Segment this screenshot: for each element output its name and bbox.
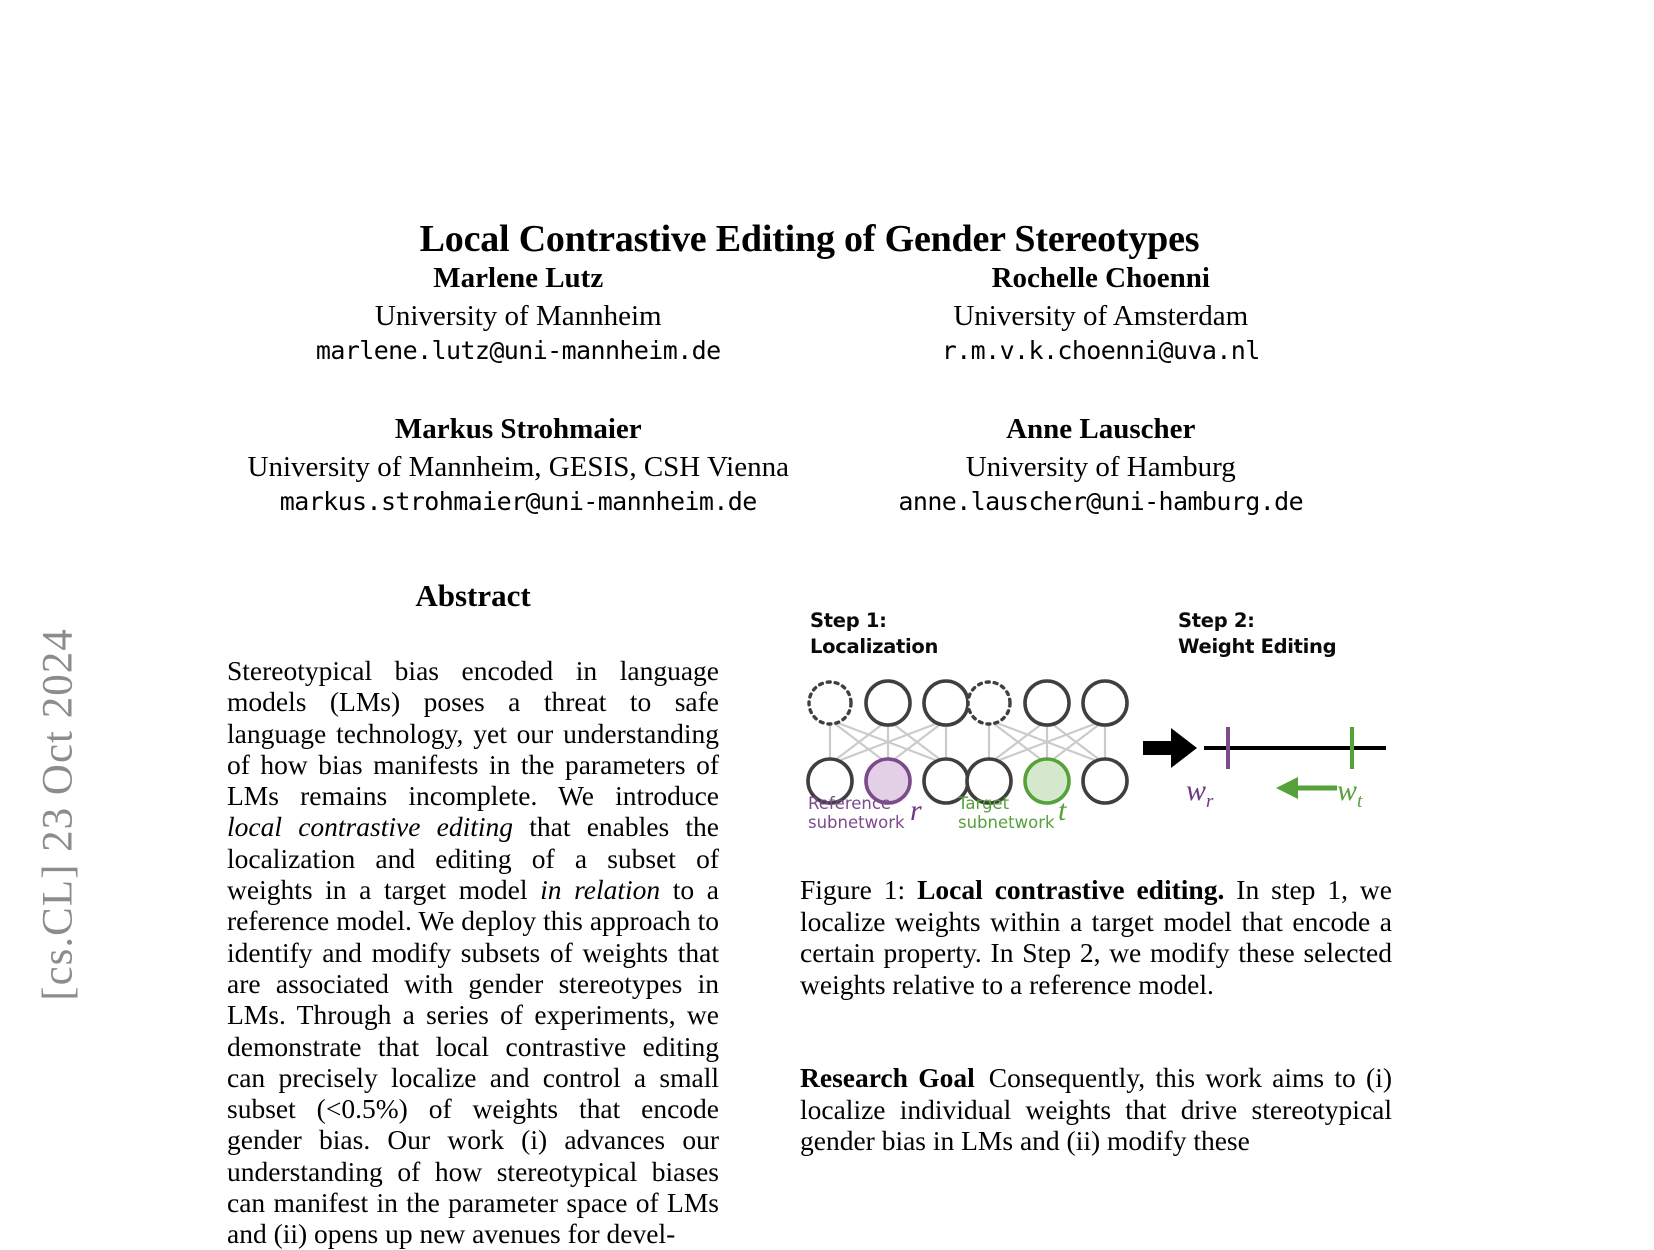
abstract-heading: Abstract [415, 578, 531, 613]
target-node [1083, 681, 1127, 725]
figure-caption-rest: In step 1, we localize weights within a target model that encode a certain property. In Step 2, we modify these selected weights relative to a reference model. [800, 874, 1392, 1000]
reference-node [866, 681, 910, 725]
research-goal-runin-heading: Research Goal [800, 1062, 975, 1093]
figure-caption [800, 874, 1392, 1000]
page-title: Local Contrastive Editing of Gender Stereotypes [419, 218, 1200, 261]
target-caption-line1: Target [958, 794, 1010, 813]
author-block-marlene-lutz [227, 264, 810, 363]
author-name: Marlene Lutz [433, 262, 604, 294]
abstract-emphasis-in-relation: in relation [540, 874, 661, 906]
left-arrow-icon [1276, 777, 1337, 799]
reference-node [924, 681, 968, 725]
reference-network [808, 681, 968, 803]
author-row-first [227, 264, 1392, 363]
target-node [1083, 759, 1127, 803]
figure-step2-line1: Step 2: [1178, 609, 1255, 632]
target-node [1025, 681, 1069, 725]
figure-caption-prefix: Figure 1: [800, 874, 906, 905]
abstract-text-part-1: Stereotypical bias encoded in language models (LMs) poses a threat to safe language technology, yet our understanding of how bias manifests in the parameters of LMs remains incomplete. We introduce [227, 655, 719, 812]
reference-node-dashed [809, 682, 851, 724]
label-w-reference: $w_r$ [1186, 774, 1214, 812]
reference-caption-line2: subnetwork [808, 813, 905, 832]
figure-1 [800, 598, 1392, 846]
arxiv-stamp: [cs.CL] 23 Oct 2024 [34, 628, 82, 1001]
author-name: Markus Strohmaier [394, 413, 642, 445]
reference-caption-line1: Reference [808, 794, 892, 813]
figure-caption-bold-title: Local contrastive editing. [917, 874, 1225, 905]
author-name: Rochelle Choenni [991, 262, 1210, 294]
abstract-text-part-2: that enables the localization and editing of a subset of weights in a target model [227, 811, 719, 906]
figure-step1-line2: Localization [810, 635, 939, 658]
figure-step1-line1: Step 1: [810, 609, 887, 632]
target-subnetwork-symbol: t [1058, 794, 1067, 827]
research-goal-body: Consequently, this work aims to (i) localize individual weights that drive stereotypical gender bias in LMs and (ii) modify these [800, 1062, 1392, 1156]
abstract-text-part-3: to a reference model. We deploy this approach to identify and modify subsets of weights that are associated with gender stereotypes in LMs. Through a series of experiments, we demonstrate that local contrastive editing can precisely localize and control a small subset (<0.5%) of weights that encode gender bias. Our work (i) advances our understanding of how stereotypical biases can manifest in the parameter space of LMs and (ii) opens up new avenues for devel- [227, 874, 720, 1250]
label-w-target: $w_t$ [1337, 774, 1363, 812]
author-email[interactable]: anne.lauscher@uni-hamburg.de [898, 487, 1304, 516]
right-arrow-icon [1143, 728, 1197, 768]
author-row-second [227, 415, 1392, 514]
research-goal-paragraph [800, 1062, 1392, 1157]
abstract-body [227, 655, 719, 1250]
author-block-anne-lauscher [810, 415, 1393, 514]
author-affiliation: University of Amsterdam [953, 300, 1249, 332]
author-affiliation: University of Hamburg [965, 451, 1236, 483]
author-email[interactable]: r.m.v.k.choenni@uva.nl [941, 336, 1260, 365]
target-caption-line2: subnetwork [958, 813, 1055, 832]
author-affiliation: University of Mannheim, GESIS, CSH Vienna [247, 451, 789, 483]
target-subnetwork-caption [958, 794, 1055, 832]
reference-subnetwork-caption [808, 794, 905, 832]
author-name: Anne Lauscher [1006, 413, 1196, 445]
author-block-markus-strohmaier [227, 415, 810, 514]
figure-step2-line2: Weight Editing [1178, 635, 1337, 658]
target-node-dashed [968, 682, 1010, 724]
author-affiliation: University of Mannheim [374, 300, 662, 332]
author-block-rochelle-choenni [810, 264, 1393, 363]
author-email[interactable]: markus.strohmaier@uni-mannheim.de [279, 487, 757, 516]
author-email[interactable]: marlene.lutz@uni-mannheim.de [315, 336, 721, 365]
abstract-emphasis-local-contrastive-editing: local contrastive editing [227, 811, 514, 843]
target-network [967, 681, 1127, 803]
reference-subnetwork-symbol: r [910, 794, 922, 827]
